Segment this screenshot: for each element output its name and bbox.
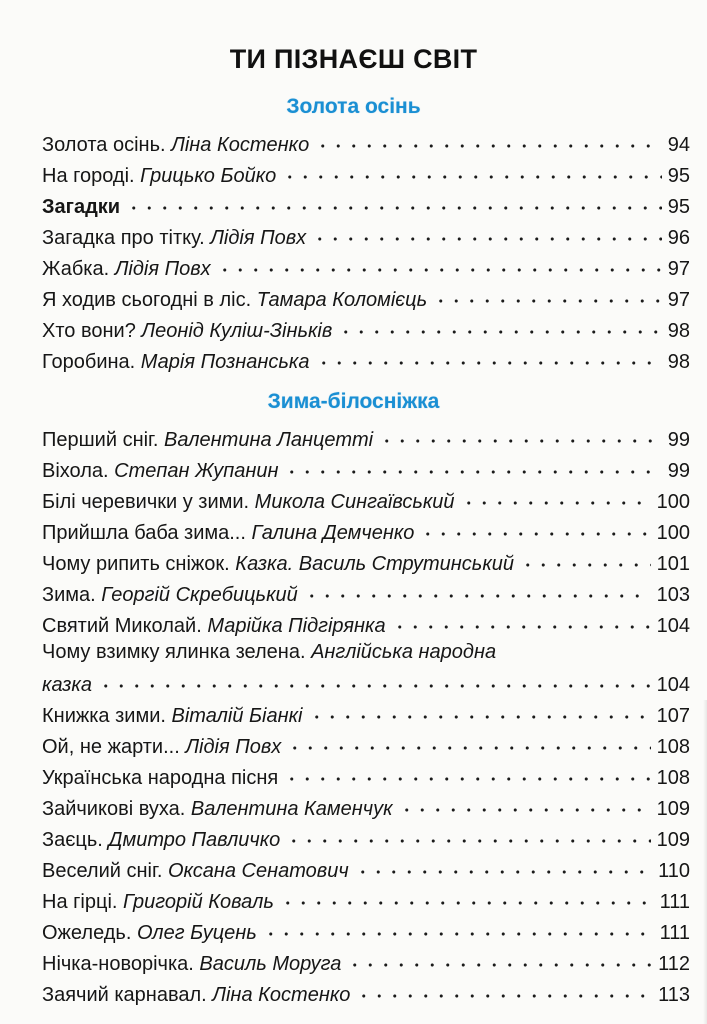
toc-entry[interactable]: [42, 483, 690, 514]
toc-entry[interactable]: [42, 728, 690, 759]
entry-text: [42, 797, 393, 821]
entry-author: Лідія Повх: [185, 736, 282, 758]
entry-title: Нічка-новорічка.: [42, 953, 194, 975]
dot-leader: [433, 295, 662, 307]
toc-entry[interactable]: [42, 576, 690, 607]
entry-title: Книжка зими.: [42, 705, 166, 727]
dot-leader: [126, 202, 662, 214]
page-number: 109: [656, 829, 690, 851]
entry-title: Прийшла баба зима...: [42, 522, 246, 544]
toc-entry[interactable]: [42, 188, 690, 219]
dot-leader: [284, 773, 650, 785]
entry-title: Золота осінь.: [42, 134, 166, 156]
entry-text: [42, 859, 349, 883]
page-number: 100: [656, 491, 690, 513]
page-number: 97: [667, 289, 690, 311]
dot-leader: [287, 742, 650, 754]
entry-text: [42, 735, 281, 759]
entry-author: Марія Познанська: [140, 351, 310, 373]
page-number: 95: [667, 196, 690, 218]
toc-entry[interactable]: [42, 821, 690, 852]
section-title-zyma-bilosnizhka: Зима-білосніжка: [267, 390, 440, 413]
entry-author: Олег Буцень: [136, 922, 257, 944]
entry-author-continued: казка: [42, 674, 92, 696]
entry-author: Георгій Скребицький: [101, 584, 298, 606]
page-number: 104: [656, 674, 690, 696]
page-number: 111: [659, 922, 690, 944]
entry-title: Святий Миколай.: [42, 615, 202, 637]
page-number: 103: [656, 584, 690, 606]
page-number: 97: [667, 258, 690, 280]
entry-text: [42, 459, 278, 483]
toc-entry[interactable]: [42, 421, 690, 452]
toc-entry[interactable]: [42, 343, 690, 374]
entry-title: Веселий сніг.: [42, 860, 163, 882]
toc-entry[interactable]: [42, 790, 690, 821]
entry-author: Василь Моруга: [199, 953, 342, 975]
entry-title: Зима.: [42, 584, 96, 606]
entry-text: [42, 319, 332, 343]
dot-leader: [356, 990, 652, 1002]
entry-title: Ой, не жарти...: [42, 736, 180, 758]
section-title-zolota-osin: Золота осінь: [286, 95, 421, 118]
entry-text: [42, 583, 298, 607]
toc-entry[interactable]: [42, 852, 690, 883]
page-number: 104: [656, 615, 690, 637]
dot-leader: [98, 680, 651, 692]
entry-text: [42, 614, 386, 638]
entry-author: Галина Демченко: [251, 522, 415, 544]
page-number: 99: [667, 429, 690, 451]
page-number: 98: [667, 320, 690, 342]
toc-entry[interactable]: [42, 281, 690, 312]
entry-text: [42, 350, 310, 374]
entry-text: [42, 952, 341, 976]
toc-entry[interactable]: [42, 945, 690, 976]
dot-leader: [309, 711, 651, 723]
entry-author: Казка. Василь Струтинський: [235, 553, 515, 575]
page-number: 95: [667, 165, 690, 187]
entry-author: Валентина Ланцетті: [164, 429, 374, 451]
page-edge-shadow: [703, 700, 707, 1024]
entry-title: Я ходив сьогодні в ліс.: [42, 289, 252, 311]
page-number: 107: [656, 705, 690, 727]
entry-author: Лідія Повх: [114, 258, 211, 280]
dot-leader: [286, 835, 650, 847]
page-number: 110: [658, 860, 690, 882]
toc-entry[interactable]: [42, 157, 690, 188]
entry-text: [42, 226, 306, 250]
entry-text: [42, 641, 496, 663]
page-number: 112: [658, 953, 690, 975]
toc-entry[interactable]: [42, 607, 690, 638]
entry-title: Заячий карнавал.: [42, 984, 207, 1006]
dot-leader: [520, 559, 651, 571]
entry-title: Заєць.: [42, 829, 103, 851]
entry-text: [42, 257, 211, 281]
entry-author: Степан Жупанин: [114, 460, 279, 482]
entry-text: [42, 890, 274, 914]
page-number: 99: [667, 460, 690, 482]
toc-entry[interactable]: [42, 666, 690, 697]
toc-entry[interactable]: [42, 976, 690, 1007]
dot-leader: [379, 435, 662, 447]
dot-leader: [461, 497, 651, 509]
entry-text: [42, 428, 373, 452]
entry-author: Дмитро Павличко: [108, 829, 281, 851]
dot-leader: [217, 264, 662, 276]
entry-title: Ожеледь.: [42, 922, 132, 944]
toc-entry[interactable]: [42, 219, 690, 250]
toc-entry[interactable]: [42, 312, 690, 343]
entry-title: Чому взимку ялинка зелена.: [42, 641, 306, 663]
entry-author: Ліна Костенко: [212, 984, 351, 1006]
dot-leader: [282, 171, 661, 183]
dot-leader: [347, 959, 652, 971]
page-number: 94: [667, 134, 690, 156]
toc-entry[interactable]: [42, 545, 690, 576]
entry-text: [42, 195, 120, 219]
toc-entry[interactable]: [42, 883, 690, 914]
dot-leader: [316, 357, 662, 369]
entry-author: Григорій Коваль: [123, 891, 274, 913]
entry-text: [42, 828, 280, 852]
entry-author: Микола Сингаївський: [254, 491, 455, 513]
dot-leader: [315, 140, 662, 152]
entry-author: Валентина Каменчук: [190, 798, 393, 820]
dot-leader: [312, 233, 662, 245]
entry-author: Англійська народна: [311, 641, 497, 663]
entry-title: Загадки: [42, 196, 121, 218]
page-number: 108: [656, 767, 690, 789]
entry-text: [42, 921, 257, 945]
toc-entry[interactable]: [42, 452, 690, 483]
toc-entry[interactable]: [42, 697, 690, 728]
entry-title: Чому рипить сніжок.: [42, 553, 230, 575]
page-number: 101: [656, 553, 690, 575]
dot-leader: [338, 326, 661, 338]
entry-title: Українська народна пісня: [42, 767, 279, 789]
entry-title: Хто вони?: [42, 320, 136, 342]
entry-title: Жабка.: [42, 258, 110, 280]
entry-text: [42, 133, 309, 157]
entry-author: Віталій Біанкі: [171, 705, 303, 727]
entry-text: [42, 490, 455, 514]
page-number: 98: [667, 351, 690, 373]
entry-author: Леонід Куліш-Зіньків: [141, 320, 333, 342]
entry-author: Лідія Повх: [210, 227, 307, 249]
entry-text: [42, 983, 350, 1007]
entry-author: Марійка Підгірянка: [207, 615, 386, 637]
toc-entry[interactable]: [42, 759, 690, 790]
dot-leader: [280, 897, 654, 909]
toc-entry[interactable]: [42, 514, 690, 545]
page-number: 113: [658, 984, 690, 1006]
toc-entry[interactable]: [42, 640, 690, 664]
dot-leader: [284, 466, 661, 478]
entry-text: [42, 766, 278, 790]
entry-title: Віхола.: [42, 460, 109, 482]
entry-title: Перший сніг.: [42, 429, 159, 451]
dot-leader: [304, 590, 651, 602]
entry-author: Оксана Сенатович: [167, 860, 349, 882]
entry-title: Загадка про тітку.: [42, 227, 205, 249]
dot-leader: [392, 621, 651, 633]
toc-entry[interactable]: [42, 250, 690, 281]
page-number: 96: [667, 227, 690, 249]
entry-text: [42, 552, 514, 576]
dot-leader: [355, 866, 652, 878]
entry-text: [42, 164, 276, 188]
entry-text: [42, 521, 414, 545]
entry-title: Зайчикові вуха.: [42, 798, 186, 820]
page-number: 100: [656, 522, 690, 544]
entry-text: [42, 704, 303, 728]
entry-title: На городі.: [42, 165, 135, 187]
entry-author: Тамара Коломієць: [256, 289, 428, 311]
page-number: 108: [656, 736, 690, 758]
dot-leader: [420, 528, 650, 540]
toc-entry[interactable]: [42, 914, 690, 945]
entry-title: Горобина.: [42, 351, 136, 373]
dot-leader: [399, 804, 651, 816]
entry-author: Грицько Бойко: [140, 165, 277, 187]
toc-entry[interactable]: [42, 126, 690, 157]
entry-author: Ліна Костенко: [171, 134, 310, 156]
page-number: 109: [656, 798, 690, 820]
entry-text: [42, 288, 427, 312]
page-number: 111: [659, 891, 690, 913]
page-title: ТИ ПІЗНАЄШ СВІТ: [229, 44, 478, 74]
dot-leader: [263, 928, 654, 940]
entry-title: Білі черевички у зими.: [42, 491, 250, 513]
entry-title: На гірці.: [42, 891, 118, 913]
